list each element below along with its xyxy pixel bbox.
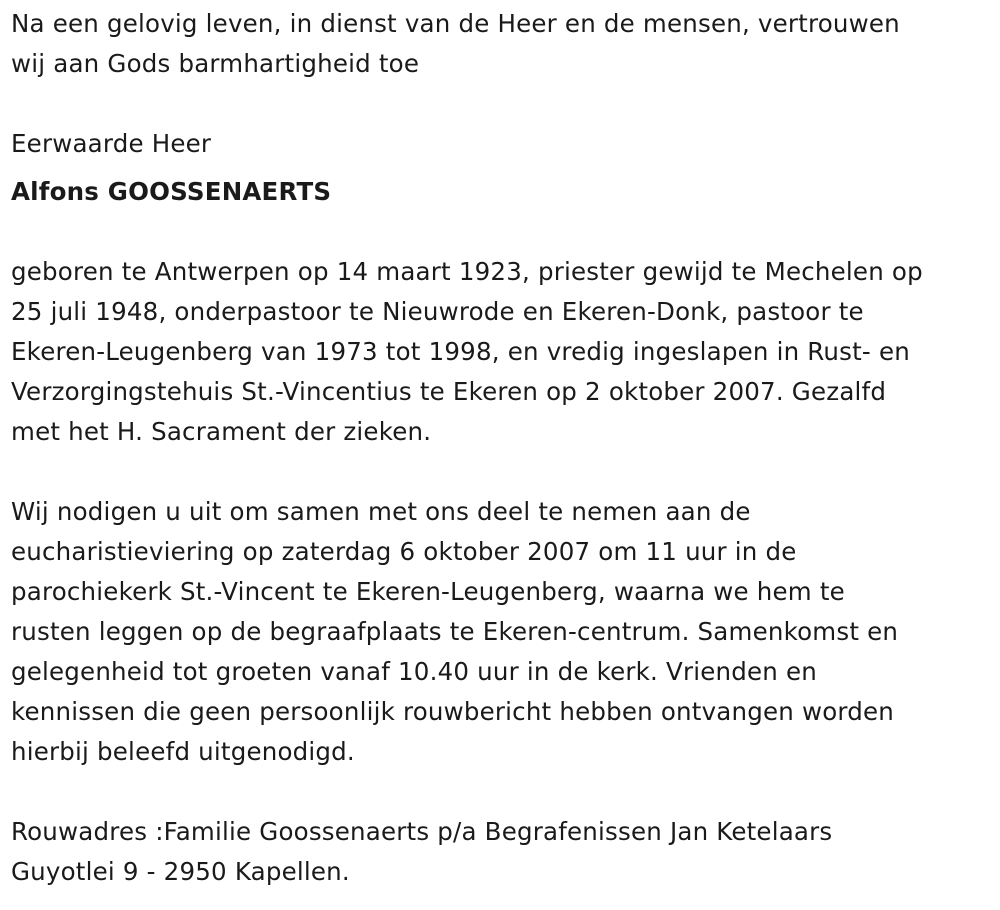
biography-line: geboren te Antwerpen op 14 maart 1923, priester gewijd te Mechelen op (11, 257, 923, 286)
intro-line-1: Na een gelovig leven, in dienst van de Heer en de mensen, vertrouwen (11, 9, 900, 38)
biography-line: Ekeren-Leugenberg van 1973 tot 1998, en vredig ingeslapen in Rust- en (11, 337, 910, 366)
invitation-line: gelegenheid tot groeten vanaf 10.40 uur in de kerk. Vrienden en (11, 657, 817, 686)
deceased-title: Eerwaarde Heer (11, 129, 212, 158)
intro-line-2: wij aan Gods barmhartigheid toe (11, 49, 420, 78)
address-line-2: Guyotlei 9 - 2950 Kapellen. (11, 857, 350, 886)
biography-line: Verzorgingstehuis St.-Vincentius te Ekeren op 2 oktober 2007. Gezalfd (11, 377, 887, 406)
deceased-name: Alfons GOOSSENAERTS (11, 177, 332, 206)
invitation-line: Wij nodigen u uit om samen met ons deel te nemen aan de (11, 497, 751, 526)
invitation-line: parochiekerk St.-Vincent te Ekeren-Leugenberg, waarna we hem te (11, 577, 845, 606)
biography-line: 25 juli 1948, onderpastoor te Nieuwrode en Ekeren-Donk, pastoor te (11, 297, 864, 326)
invitation-line: hierbij beleefd uitgenodigd. (11, 737, 355, 766)
address-line-1: Rouwadres :Familie Goossenaerts p/a Begrafenissen Jan Ketelaars (11, 817, 833, 846)
invitation-line: kennissen die geen persoonlijk rouwbericht hebben ontvangen worden (11, 697, 894, 726)
invitation-line: eucharistieviering op zaterdag 6 oktober 2007 om 11 uur in de (11, 537, 797, 566)
invitation-line: rusten leggen op de begraafplaats te Ekeren-centrum. Samenkomst en (11, 617, 899, 646)
biography-line: met het H. Sacrament der zieken. (11, 417, 432, 446)
